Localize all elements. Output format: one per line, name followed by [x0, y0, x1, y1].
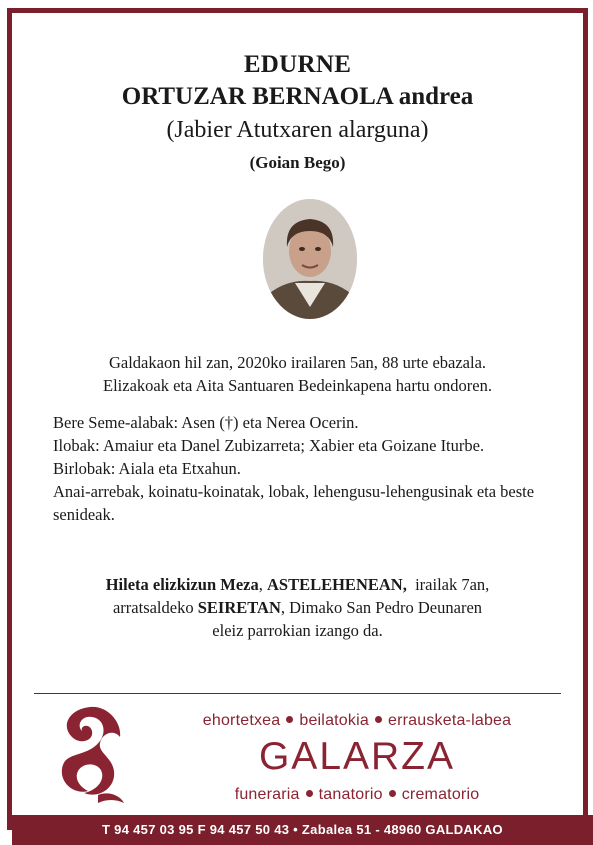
funeral-time-prefix: arratsaldeko: [112, 598, 198, 617]
death-line-1: Galdakaon hil zan, 2020ko irailaren 5an, 88 urte ebazala.: [108, 353, 487, 372]
bullet-icon: [375, 716, 382, 723]
obituary-card: [7, 8, 588, 837]
funeral-place: , Dimako San Pedro Deunaren: [280, 598, 483, 617]
children-line: Bere Seme-alabak: Asen (†) eta Nerea Ocerin.: [53, 413, 359, 432]
funeral-line-1: [12, 573, 583, 596]
galarza-logo-icon: [50, 703, 132, 811]
great-grandchildren-line: Birlobak: Aiala eta Etxahun.: [53, 459, 241, 478]
contact-footer: T 94 457 03 95 F 94 457 50 43 • Zabalea 51 - 48960 GALDAKAO: [12, 815, 593, 845]
funeral-day: ASTELEHENEAN,: [266, 575, 407, 594]
portrait-illustration: [263, 199, 357, 319]
death-line-2: Elizakoak eta Aita Santuaren Bedeinkapena hartu ondoren.: [103, 376, 492, 395]
funeral-separator: ,: [258, 575, 267, 594]
funeral-time: SEIRETAN: [197, 598, 281, 617]
services-spanish: [137, 786, 577, 804]
service-tanatorio: tanatorio: [318, 786, 383, 803]
service-crematorium: errausketa-labea: [387, 712, 512, 729]
deceased-first-name: EDURNE: [243, 51, 352, 78]
bullet-icon: [389, 790, 396, 797]
company-name: GALARZA: [258, 735, 456, 778]
funeral-line-2: [12, 596, 583, 619]
relatives-list: [53, 411, 578, 526]
services-basque: [137, 712, 577, 730]
deceased-surname: ORTUZAR BERNAOLA andrea: [121, 83, 474, 110]
rest-in-peace-line: (Goian Bego): [249, 153, 346, 172]
funeral-date: irailak 7an,: [406, 575, 490, 594]
funeral-mass-label: Hileta elizkizun Meza: [105, 575, 259, 594]
divider: [34, 693, 561, 694]
grandchildren-line: Ilobak: Amaiur eta Danel Zubizarreta; Xabier eta Goizane Iturbe.: [53, 436, 485, 455]
bullet-icon: [286, 716, 293, 723]
service-funeraria: funeraria: [234, 786, 300, 803]
funeral-details: [12, 573, 583, 642]
bullet-icon: [306, 790, 313, 797]
death-announcement: [12, 351, 583, 397]
portrait-photo: [263, 199, 357, 319]
funeral-line-3: eleiz parrokian izango da.: [212, 621, 383, 640]
service-crematorio: crematorio: [401, 786, 480, 803]
service-wake-room: beilatokia: [299, 712, 369, 729]
widow-of-line: (Jabier Atutxaren alarguna): [166, 117, 429, 143]
service-funeral-home: ehortetxea: [202, 712, 281, 729]
other-relatives-line: Anai-arrebak, koinatu-koinatak, lobak, lehengusu-lehengusinak eta beste senideak.: [53, 482, 535, 524]
